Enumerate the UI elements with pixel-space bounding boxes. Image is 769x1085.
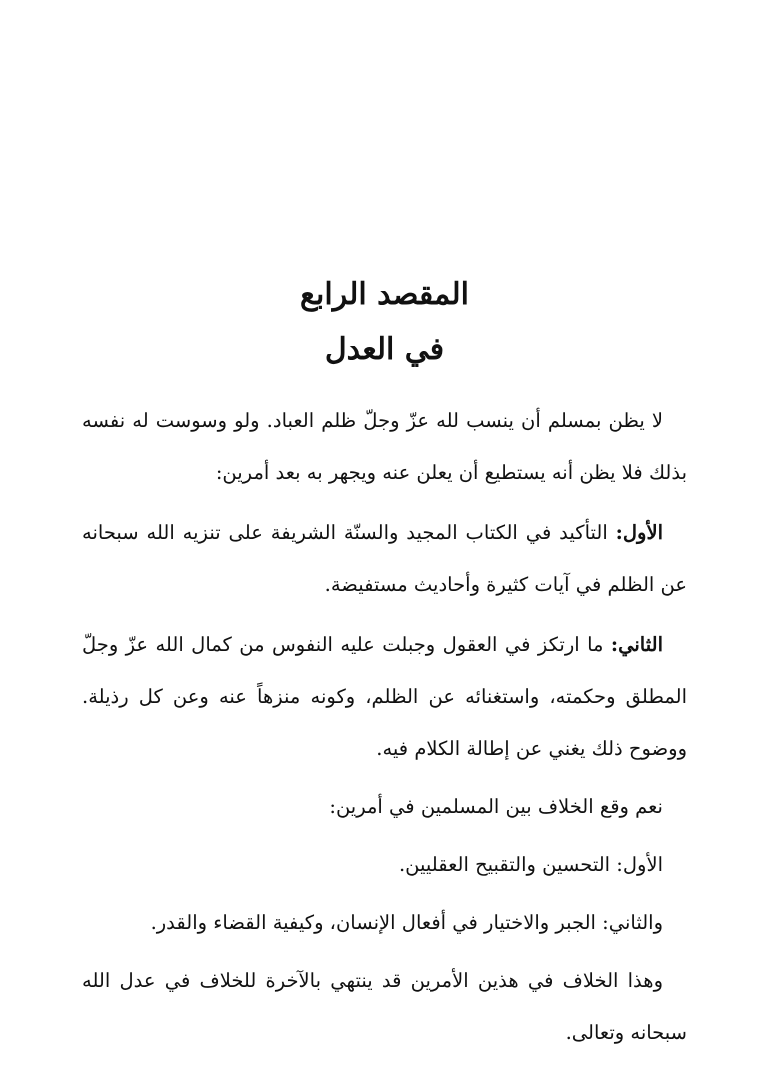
paragraph-first-point [82,507,687,611]
body-text [82,395,687,1059]
paragraph-text: لا يظن بمسلم أن ينسب لله عزّ وجلّ ظلم العباد. ولو وسوست له نفسه بذلك فلا يظن أنه يستطيع أن يعلن عنه ويجهر به بعد أمرين: [82,409,687,484]
paragraph-text: والثاني: الجبر والاختيار في أفعال الإنسان، وكيفية القضاء والقدر. [150,911,663,934]
paragraph-second-point [82,619,687,775]
paragraph-dispute-first [82,839,687,891]
paragraph-text: ما ارتكز في العقول وجبلت عليه النفوس من كمال الله عزّ وجلّ المطلق وحكمته، واستغنائه عن الظلم، وكونه منزهاً عنه وعن كل رذيلة. ووضوح ذلك يغني عن إطالة الكلام فيه. [82,633,687,760]
paragraph-dispute-intro [82,781,687,833]
paragraph-text: الأول: التحسين والتقبيح العقليين. [398,853,663,876]
paragraph-dispute-second [82,897,687,949]
paragraph-intro [82,395,687,499]
paragraph-label: الثاني: [610,633,663,656]
chapter-title: المقصد الرابع [300,277,469,312]
chapter-subtitle: في العدل [324,332,445,367]
paragraph-text: نعم وقع الخلاف بين المسلمين في أمرين: [329,795,663,818]
paragraph-text: التأكيد في الكتاب المجيد والسنّة الشريفة على تنزيه الله سبحانه عن الظلم في آيات كثيرة وأحاديث مستفيضة. [82,521,687,596]
paragraph-conclusion [82,955,687,1059]
paragraph-text: وهذا الخلاف في هذين الأمرين قد ينتهي بالآخرة للخلاف في عدل الله سبحانه وتعالى. [82,969,687,1044]
paragraph-label: الأول: [615,521,663,544]
